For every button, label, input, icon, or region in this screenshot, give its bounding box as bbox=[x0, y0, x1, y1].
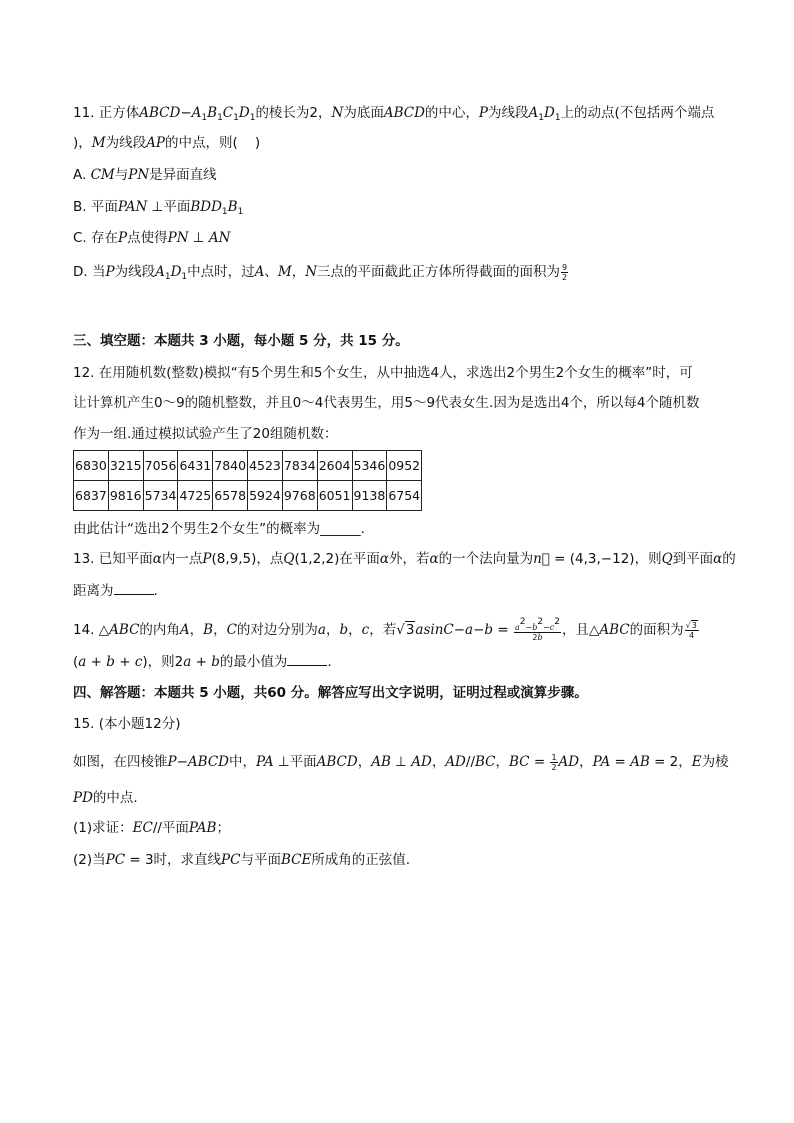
table-cell: 7834 bbox=[282, 451, 317, 481]
table-cell: 6431 bbox=[178, 451, 213, 481]
q11-option-d: D. 当P为线段$A_1D_1$中点时，过A、M，N三点的平面截此正方体所得截面的面积为 $\frac{9}{2}$ bbox=[73, 262, 568, 282]
table-cell: 4725 bbox=[178, 481, 213, 511]
q12-line1: 12. 在用随机数(整数)模拟“有5个男生和5个女生，从中抽选4人，求选出2个男生2个女生的概率”时，可 bbox=[73, 365, 693, 381]
table-cell: 3215 bbox=[108, 451, 143, 481]
q12-line2: 让计算机产生0～9的随机整数，并且0～4代表男生，用5～9代表女生.因为是选出4个，所以每4个随机数 bbox=[73, 395, 700, 411]
table-cell: 6578 bbox=[213, 481, 248, 511]
table-cell: 6754 bbox=[387, 481, 422, 511]
q11-stem-line2: )，M为线段AP的中点，则( ) bbox=[73, 135, 261, 151]
q11-option-a: A. CM与PN是异面直线 bbox=[73, 167, 217, 183]
section3-heading: 三、填空题：本题共 3 小题，每小题 5 分，共 15 分。 bbox=[73, 333, 409, 349]
q15-line2: PD的中点. bbox=[73, 790, 138, 806]
table-cell: 7056 bbox=[143, 451, 178, 481]
random-number-table bbox=[73, 450, 422, 511]
q15-part2: (2)当PC = 3时，求直线PC与平面BCE所成角的正弦值. bbox=[73, 852, 411, 868]
table-cell: 5924 bbox=[248, 481, 283, 511]
q13-line1: 13. 已知平面α内一点P(8,9,5)，点Q(1,2,2)在平面α外，若α的一个法向量为n⃗ = (4,3,−12)，则Q到平面α的 bbox=[73, 551, 736, 567]
table-cell: 6830 bbox=[74, 451, 109, 481]
table-cell: 6051 bbox=[317, 481, 352, 511]
table-cell: 2604 bbox=[317, 451, 352, 481]
table-cell: 9816 bbox=[108, 481, 143, 511]
q11-option-c: C. 存在P点使得PN ⊥ AN bbox=[73, 230, 231, 246]
q11-stem-line1: 11. 正方体$ABCD-A_1B_1C_1D_1$的棱长为2，N为底面ABCD的中心，P为线段$A_1D_1$上的动点(不包括两个端点 bbox=[73, 105, 715, 123]
q11-option-b: B. 平面PAN ⊥平面$BDD_1B_1$ bbox=[73, 199, 244, 217]
q14-line2: (a + b + c)，则2a + b的最小值为 . bbox=[73, 654, 332, 670]
q15-title: 15. (本小题12分) bbox=[73, 716, 181, 732]
table-cell: 5346 bbox=[352, 451, 387, 481]
q12-line3: 作为一组.通过模拟试验产生了20组随机数： bbox=[73, 426, 338, 442]
q15-part1: (1)求证：EC//平面PAB； bbox=[73, 820, 230, 836]
q14-line1: 14. △ABC的内角A，B，C的对边分别为a，b，c，若√3asinC−a−b = $\frac{a^2-b^2-c^2}{2b}$ ，且△ABC的面积为 $\frac{√3}{4}$ bbox=[73, 617, 697, 642]
q13-line2: 距离为 . bbox=[73, 583, 158, 599]
table-cell: 5734 bbox=[143, 481, 178, 511]
table-row bbox=[74, 481, 422, 511]
table-cell: 7840 bbox=[213, 451, 248, 481]
table-cell: 6837 bbox=[74, 481, 109, 511]
table-cell: 0952 bbox=[387, 451, 422, 481]
section4-heading: 四、解答题：本题共 5 小题，共60 分。解答应写出文字说明，证明过程或演算步骤。 bbox=[73, 685, 588, 701]
table-cell: 4523 bbox=[248, 451, 283, 481]
q12-after: 由此估计“选出2个男生2个女生”的概率为______. bbox=[73, 521, 365, 537]
table-cell: 9768 bbox=[282, 481, 317, 511]
table-cell: 9138 bbox=[352, 481, 387, 511]
q15-line1: 如图，在四棱锥P−ABCD中，PA ⊥平面ABCD，AB ⊥ AD，AD//BC，BC = $\frac{1}{2}$ AD，PA = AB = 2，E为棱 bbox=[73, 752, 729, 772]
table-row bbox=[74, 451, 422, 481]
